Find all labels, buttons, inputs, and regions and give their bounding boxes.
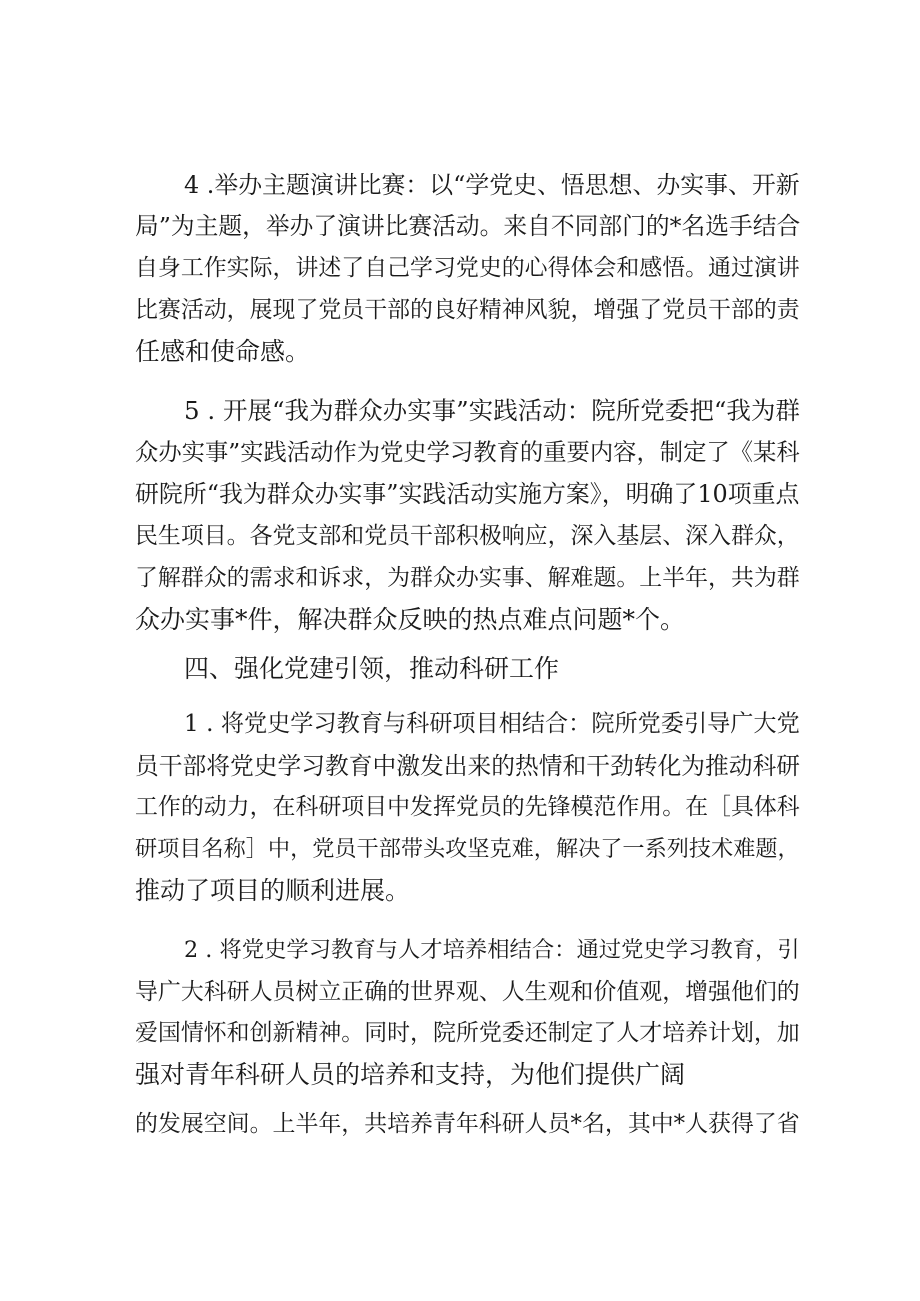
text-line: 比赛活动，展现了党员干部的良好精神风貌，增强了党员干部的责 — [135, 297, 800, 323]
text-line: 4 .举办主题演讲比赛：以“学党史、悟思想、办实事、开新 — [184, 171, 800, 199]
text-line: 研院所“我为群众办实事”实践活动实施方案》，明确了10项重点 — [135, 480, 800, 508]
text-line: 推动了项目的顺利进展。 — [135, 876, 411, 905]
text-line: 导广大科研人员树立正确的世界观、人生观和价值观，增强他们的 — [135, 979, 800, 1005]
text-line: 5 . 开展“我为群众办实事”实践活动：院所党委把“我为群 — [184, 396, 800, 425]
text-line: 研项目名称］中，党员干部带头攻坚克难，解决了一系列技术难题， — [135, 836, 800, 862]
text-line: 局”为主题，举办了演讲比赛活动。来自不同部门的*名选手结合 — [135, 212, 801, 240]
text-line: 民生项目。各党支部和党员干部积极响应，深入基层、深入群众， — [135, 523, 800, 549]
heading-line: 四、强化党建引领，推动科研工作 — [184, 654, 560, 683]
text-line: 了解群众的需求和诉求，为群众办实事、解难题。上半年，共为群 — [135, 565, 800, 591]
text-line: 众办实事”实践活动作为党史学习教育的重要内容，制定了《某科 — [135, 439, 800, 466]
text-line: 爱国情怀和创新精神。同时，院所党委还制定了人才培养计划，加 — [135, 1020, 800, 1046]
text-line: 员干部将党史学习教育中激发出来的热情和干劲转化为推动科研 — [135, 752, 801, 780]
text-line: 自身工作实际，讲述了自己学习党史的心得体会和感悟。通过演讲 — [135, 255, 800, 281]
text-line: 众办实事*件，解决群众反映的热点难点问题*个。 — [135, 605, 686, 634]
text-line: 任感和使命感。 — [135, 337, 311, 366]
text-line: 工作的动力，在科研项目中发挥党员的先锋模范作用。在［具体科 — [135, 794, 800, 820]
text-line: 1 . 将党史学习教育与科研项目相结合：院所党委引导广大党 — [184, 711, 800, 737]
text-line: 2 . 将党史学习教育与人才培养相结合：通过党史学习教育，引 — [184, 937, 800, 963]
text-line: 的发展空间。上半年，共培养青年科研人员*名，其中*人获得了省 — [135, 1111, 800, 1137]
text-line: 强对青年科研人员的培养和支持，为他们提供广阔 — [135, 1060, 686, 1089]
